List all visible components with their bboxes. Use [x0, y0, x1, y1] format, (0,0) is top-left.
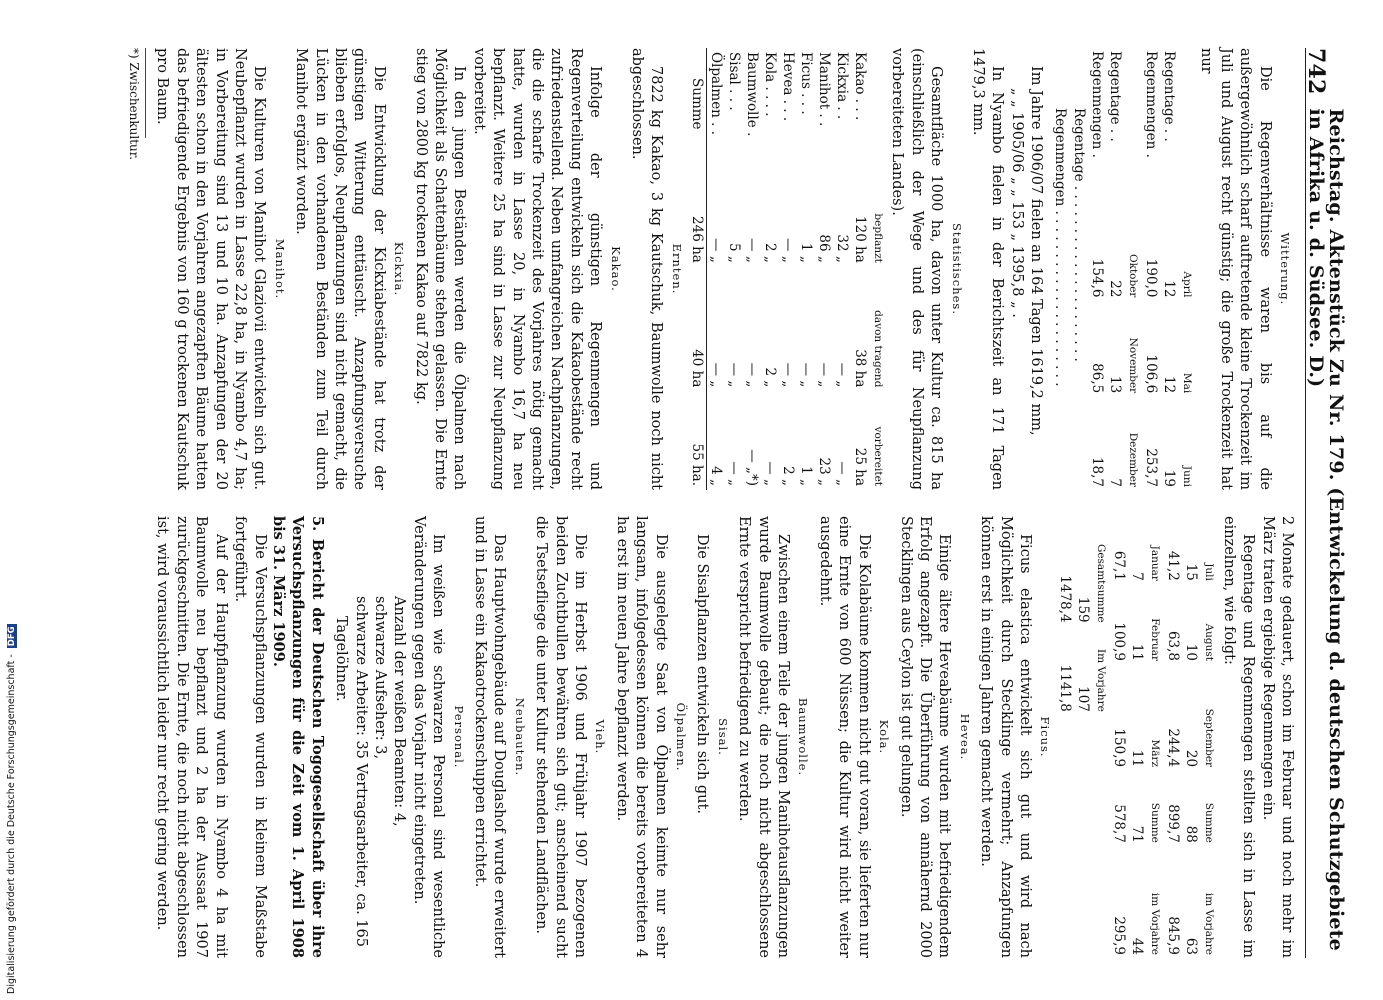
table-row: 15 10 20 88 63: [1183, 563, 1200, 955]
running-title: Reichstag. Aktenstück Zu Nr. 179. (Entwickelung d. deutschen Schutzgebiete in Afrika u. d. Südsee. D.): [1305, 108, 1347, 951]
section-title-neubauten: Neubauten.: [512, 697, 527, 777]
footnote: *) Zwischenkultur.: [126, 48, 141, 161]
month-header: November: [1126, 337, 1139, 394]
rain-table-autumn: [1110, 516, 1218, 958]
ficus-paragraph: Ficus elastica entwickelt sich gut und wird nach Möglichkeit durch Stecklinge vermehrt; Anzapfungen können erst in einigen Jahren gemacht werden.: [978, 516, 1033, 958]
personal-paragraph: Im weißen wie schwarzen Personal sind wesentliche Veränderungen gegen das Vorjahr nicht eingetreten.: [410, 516, 447, 958]
baumwolle-paragraph: Zwischen einem Teile der jungen Manihotausflanzungen wurde Baumwolle gebaut; die noch nicht abgeschlossene Ernte verspricht befriedigend zu werden.: [736, 516, 792, 958]
page-number: 742: [1303, 48, 1330, 95]
left-column: [124, 48, 1296, 490]
table-sum-row: Summe 246 ha 40 ha 55 ha.: [688, 48, 707, 490]
section-title-ficus: Ficus.: [1038, 716, 1053, 758]
month-header: Februar: [1149, 618, 1162, 662]
column-header: vorbereitet: [871, 426, 884, 486]
kakao-paragraph-2: In den jungen Beständen werden die Ölpalmen nach Möglichkeit als Schattenbäume stehen gelassen. Die Ernte stieg von 2800 kg trockenen Kakao auf 7822 kg.: [412, 48, 468, 490]
table-row: Manihot . . 86 „ — „ 23 „: [815, 52, 832, 486]
month-header: Juli: [1203, 563, 1216, 581]
kakao-paragraph: Infolge der günstigen Regenmengen und Regenverteilung entwickeln sich die Kakaobestände recht zufriedenstellend. Neben umfangreichen Nachpflanzungen, die die scharfe Trockenzeit des Vorjahres nötig gemacht hatte, wurden in Lasse 20, in Nyambo 16,7 ha neu bepflanzt. Weitere 25 ha sind in Lasse zur Neupflanzung vorbereitet.: [470, 48, 604, 490]
list-item: schwarze Arbeiter: 35 Vertragsarbeiter, ca. 165: [352, 596, 369, 947]
sisal-paragraph: Die Sisalpflanzen entwickeln sich gut.: [694, 534, 711, 814]
intro-paragraph: 2 Monate gedauert, schon im Februar und noch mehr im März traten ergiebige Regenmengen ein.: [1259, 516, 1295, 958]
month-header: Dezember: [1126, 432, 1139, 487]
list-item: Tagelöhner.: [333, 616, 350, 702]
section-title-witterung: Witterung.: [1278, 232, 1292, 306]
digitization-credit: Digitalisierung gefördert durch die Deutsche Forschungsgemeinschaft - DFG: [6, 626, 17, 994]
table-row: Ficus . . . 1 „ — „ 1 „: [797, 52, 814, 486]
table-row: 159 107: [1075, 596, 1092, 712]
section-5-paragraph: Die Versuchspflanzungen wurden in kleinem Maßstabe fortgeführt.: [232, 516, 268, 958]
ernten-paragraph: 7822 kg Kakao, 3 kg Kautschuk, Baumwolle noch nicht abgeschlossen.: [629, 48, 665, 490]
intro-paragraph-2: Regentage und Regenmengen stellten sich in Lasse im einzelnen, wie folgt:: [1220, 516, 1257, 958]
manihot-paragraph: Die Kulturen von Manihot Glaziovii entwickeln sich gut. Neubepflanzt wurden in Lasse 22,8 ha, in Nyambo 4,7 ha; in Vorbereitung sind 13 und 10 ha. Anzapfungen der 20 ältesten schon in den Vorjahren angezapften Bäume hatten das befriedigende Ergebnis von 160 g trockenen Kautschuk pro Baum.: [154, 48, 268, 490]
month-header: August: [1203, 623, 1216, 662]
dfg-logo-badge: DFG: [7, 626, 17, 647]
table-row: Baumwolle . — „ — „ — „*): [743, 52, 760, 486]
month-header: im Vorjahre: [1149, 892, 1162, 955]
month-header: Mai: [1180, 372, 1193, 394]
month-header: September: [1203, 708, 1216, 768]
month-header: Oktober: [1126, 253, 1139, 298]
section-title-hevea: Hevea.: [957, 713, 972, 761]
right-column: [152, 516, 1296, 958]
statistisches-paragraph: Gesamtfläche 1000 ha, davon unter Kultur ca. 815 ha (einschließlich der Wege und des für Neupflanzung vorbereiteten Landes).: [889, 48, 945, 490]
table-row: Kola . . . . 2 „ 2 „ — „: [761, 52, 778, 486]
witterung-paragraph: Die Regenverhältnisse waren bis auf die außergewöhnlich scharf auftretende kleine Trockenzeit im Juli und August recht günstig; die große Trockenzeit hat nur: [1198, 48, 1273, 490]
month-header: Summe: [1203, 802, 1216, 843]
table-row: Regenmengen . 154,6 86,5 18,7: [1088, 51, 1105, 487]
table-row: Regenmengen . 190,0 106,6 253,7: [1142, 51, 1159, 487]
month-header: Januar: [1149, 545, 1162, 581]
hevea-paragraph: Einige ältere Heveabäume wurden mit befriedigendem Erfolg angezapft. Die Überführung von annähernd 2000 Stecklingen aus Ceylon ist gut gelungen.: [897, 516, 953, 958]
section-title-baumwolle: Baumwolle.: [796, 697, 811, 777]
section-title-kakao: Kakao.: [608, 246, 623, 292]
kola-paragraph: Die Kolabäume kommen nicht gut voran, sie lieferten nur eine Ernte von 600 Nüssen; die Kultur wird nicht weiter ausgedehnt.: [816, 516, 872, 958]
rain-table-spring: [1088, 48, 1196, 490]
table-row: Ölpalmen . . — „ — „ 4 „: [707, 52, 724, 486]
section-title-statistisches: Statistisches.: [949, 223, 964, 315]
vieh-paragraph: Die im Herbst 1906 und Frühjahr 1907 bezogenen beiden Zuchtbullen bewähren sich gut; anscheinend sucht die Tsetsefliege die unter Kultur stehenden Landflächen.: [533, 516, 589, 958]
neubauten-paragraph: Das Hauptwohngebäude auf Douglashof wurde erweitert und in Lasse ein Kakaotrockenschuppen errichtet.: [472, 516, 508, 958]
nyambo-paragraph: In Nyambo fielen in der Berichtszeit an 171 Tagen 1479,3 mm.: [969, 48, 1006, 490]
oelpalmen-paragraph: Die ausgelegte Saat von Ölpalmen keimte nur sehr langsam, infolgedessen können die bereits vorbereiteten 4 ha erst im neuen Jahre bepflanzt werden.: [613, 516, 669, 958]
section-5-paragraph-2: Auf der Haupfpflanzung wurden in Nyambo 4 ha mit Baumwolle neu bepflanzt und 2 ha der Aussaat 1907 zurückgeschnitten. Die Ernte, die noch nicht abgeschlossen ist, wird voraussichtlich leider nur recht gering werden.: [154, 516, 229, 958]
list-item: Anzahl der weißen Beamten: 4,: [391, 596, 408, 827]
table-row: Regentage . . 22 13 7: [1106, 51, 1123, 487]
list-item: schwarze Aufseher: 3,: [371, 596, 388, 760]
table-row: Kickxia . . 32 „ — „ — „: [833, 52, 850, 486]
section-title-manihot: Manihot.: [272, 238, 287, 300]
column-header: bepflanzt: [871, 213, 884, 263]
totals-labels: Regentage . . . . . . . . . . . . . . . . . . . . . Regenmengen . . . . . . . . . . . . . . . . . . . . .: [1051, 108, 1087, 387]
month-header: April: [1180, 271, 1193, 298]
month-header: Juni: [1180, 465, 1193, 487]
section-title-personal: Personal.: [451, 705, 466, 769]
footnote-rule: [143, 48, 146, 138]
table-row: 7 11 11 71 44: [1129, 572, 1146, 955]
rain-totals-table: Gesamtsumme Im Vorjahre 159 107 1478,4 1141,8: [1056, 516, 1110, 715]
kickxia-paragraph: Die Entwicklung der Kickxiabestände hat trotz der günstigen Witterung enttäuscht. Anzapfungsversuche blieben erfolglos, Neupflanzungen sind nicht gemacht, die Lücken in den vorhandenen Beständen zum Teil durch Manihot ergänzt worden.: [293, 48, 387, 490]
jahr-line-1: Im Jahre 1906/07 fielen an 164 Tagen 1619,2 mm,: [1028, 66, 1045, 436]
section-title-vieh: Vieh.: [593, 719, 608, 755]
table-row: 41,2 63,8 244,4 899,7 845,9: [1165, 550, 1182, 955]
table-row: Regentage . . 12 12 19: [1160, 51, 1177, 487]
month-header: im Vorjahre: [1203, 892, 1216, 955]
page-header: [1303, 48, 1347, 958]
section-title-sisal: Sisal.: [715, 718, 730, 756]
section-title-ernten: Ernten.: [669, 243, 684, 295]
table-row: Kakao . . . 120 ha 38 ha 25 ha: [851, 52, 868, 486]
cultivation-table: [688, 48, 887, 490]
section-title-kickxia: Kickxia.: [392, 241, 407, 297]
table-row: 1478,4 1141,8: [1057, 575, 1074, 712]
section-title-oelpalmen: Ölpalmen.: [674, 702, 689, 772]
section-5-heading: 5. Bericht der Deutschen Togogesellschaft über ihre Versuchspflanzungen für die Zeit vom 1. April 1908 bis 31. März 1909.: [269, 516, 326, 958]
column-header: davon tragend: [871, 310, 884, 388]
month-header: Summe: [1149, 802, 1162, 843]
table-row: Sisal . . . 5 „ — „ — „: [725, 52, 742, 486]
jahr-line-2: „ „ 1905/06 „ „ 153 „ 1395,8 „ .: [1008, 88, 1025, 318]
table-row: 67,1 100,9 150,9 578,7 295,9: [1111, 550, 1128, 955]
personal-list: [331, 516, 409, 958]
section-title-kola: Kola.: [877, 719, 892, 755]
table-row: Hevea . . . — „ — „ 2 „: [779, 52, 796, 486]
month-header: März: [1149, 739, 1162, 768]
rotated-document-page: [70, 48, 1347, 958]
